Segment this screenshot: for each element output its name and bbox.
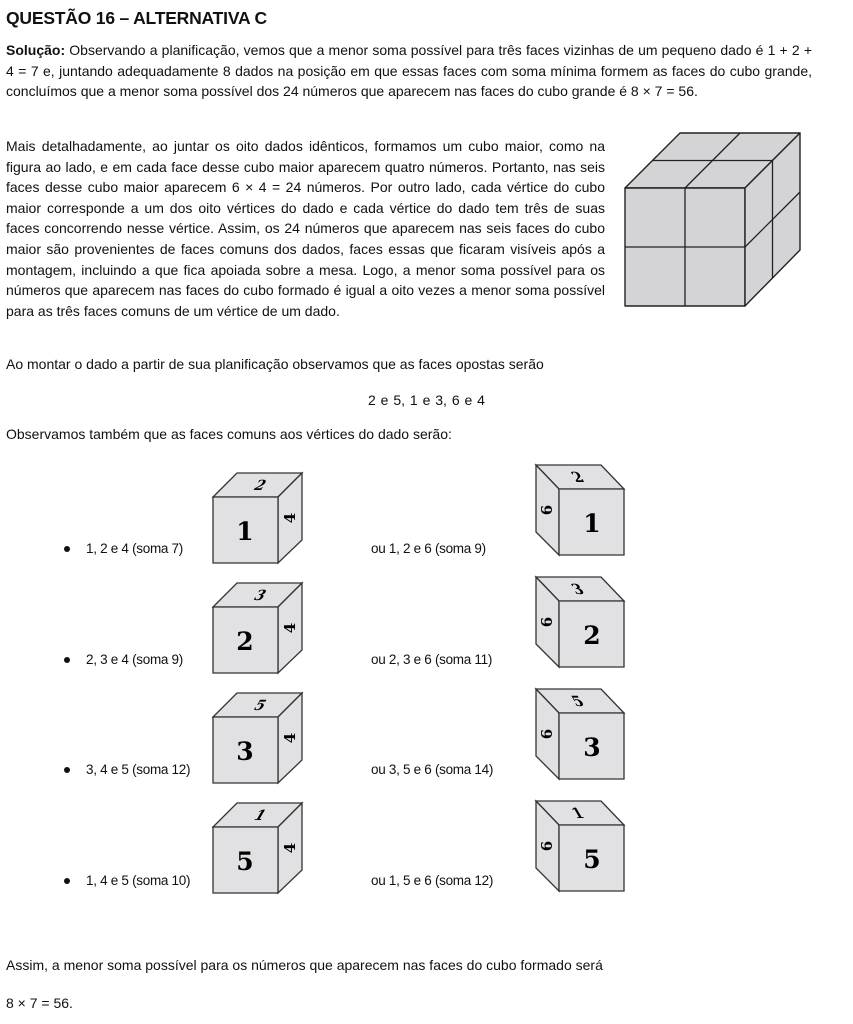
die-figure [532,798,628,894]
conclusion-text: Assim, a menor soma possível para os números que aparecem nas faces do cubo formado será [6,957,603,973]
die-figure [210,800,306,896]
die-figure [210,470,306,566]
vertices-intro: Observamos também que as faces comuns aos vértices do dado serão: [6,426,452,442]
die-side-number: 6 [538,728,556,740]
die-front-number: 1 [236,517,254,546]
solution-paragraph [6,40,812,102]
bullet-icon [64,546,70,552]
vertex-combo-label: 1, 4 e 5 (soma 10) [86,873,191,888]
die-front-number: 3 [236,737,254,766]
vertex-combo-label: 2, 3 e 4 (soma 9) [86,652,183,667]
vertex-combo-label: 3, 4 e 5 (soma 12) [86,762,191,777]
die-front-number: 5 [236,847,254,876]
vertex-combo-label: 1, 2 e 4 (soma 7) [86,541,183,556]
vertex-combo-alt-label: ou 2, 3 e 6 (soma 11) [371,652,493,667]
die-figure [210,690,306,786]
solution-label: Solução: [6,42,66,58]
vertex-combo-alt-label: ou 1, 5 e 6 (soma 12) [371,873,494,888]
die-figure [532,574,628,670]
bullet-icon [64,878,70,884]
die-top-number: 2 [250,477,270,494]
die-top-number: 5 [250,697,270,714]
bullet-icon [64,767,70,773]
bullet-icon [64,657,70,663]
die-front-number: 5 [583,845,601,874]
die-top-number: 1 [568,805,588,822]
die-top-number: 1 [250,807,270,824]
solution-text: Observando a planificação, vemos que a menor soma possível para três faces vizinhas de um pequeno dado é 1 + 2 + 4 = 7 e, juntando adequadamente 8 dados na posição em que essas faces com soma mínima formem as faces do cubo grande, concluímos que a menor soma possível dos 24 números que aparecem nas faces do cubo grande é 8 × 7 = 56. [6,42,813,100]
die-side-number: 4 [281,732,299,744]
die-front-number: 2 [583,621,601,650]
vertex-combo-alt-label: ou 1, 2 e 6 (soma 9) [371,541,486,556]
die-front-number: 3 [583,733,601,762]
die-side-number: 6 [538,504,556,516]
die-side-number: 6 [538,616,556,628]
die-side-number: 4 [281,512,299,524]
detail-paragraph: Mais detalhadamente, ao juntar os oito dados idênticos, formamos um cubo maior, como na figura ao lado, e em cada face desse cubo maior aparecem quatro números. Portanto, nas seis faces desse cubo maior aparecem 6 × 4 = 24 números. Por outro lado, cada vértice do cubo maior corresponde a um dos oito vértices do dado e cada vértice do dado tem três de suas faces concorrendo nesse vértice. Assim, os 24 números que aparecem nas seis faces do cubo maior são provenientes de faces comuns dos dados, faces essas que ficaram visíveis após a montagem, incluindo a que fica apoiada sobre a mesa. Logo, a menor soma possível para os números que aparecem nas faces do cubo formado é igual a oito vezes a menor soma possível para as três faces comuns de um vértice de um dado. [6,138,605,319]
die-top-number: 3 [568,581,588,598]
die-side-number: 4 [281,842,299,854]
die-figure [532,686,628,782]
big-cube-figure [622,130,804,310]
die-top-number: 5 [568,693,588,710]
die-side-number: 6 [538,840,556,852]
assembly-text: Ao montar o dado a partir de sua planificação observamos que as faces opostas serão [6,356,544,372]
die-front-number: 2 [236,627,254,656]
die-top-number: 2 [568,469,588,486]
die-figure [210,580,306,676]
vertex-combo-alt-label: ou 3, 5 e 6 (soma 14) [371,762,494,777]
page-title: QUESTÃO 16 – ALTERNATIVA C [6,8,267,28]
opposite-pairs: 2 e 5, 1 e 3, 6 e 4 [368,392,485,408]
die-side-number: 4 [281,622,299,634]
die-top-number: 3 [250,587,270,604]
die-front-number: 1 [583,509,601,538]
die-figure [532,462,628,558]
result-text: 8 × 7 = 56. [6,995,73,1011]
